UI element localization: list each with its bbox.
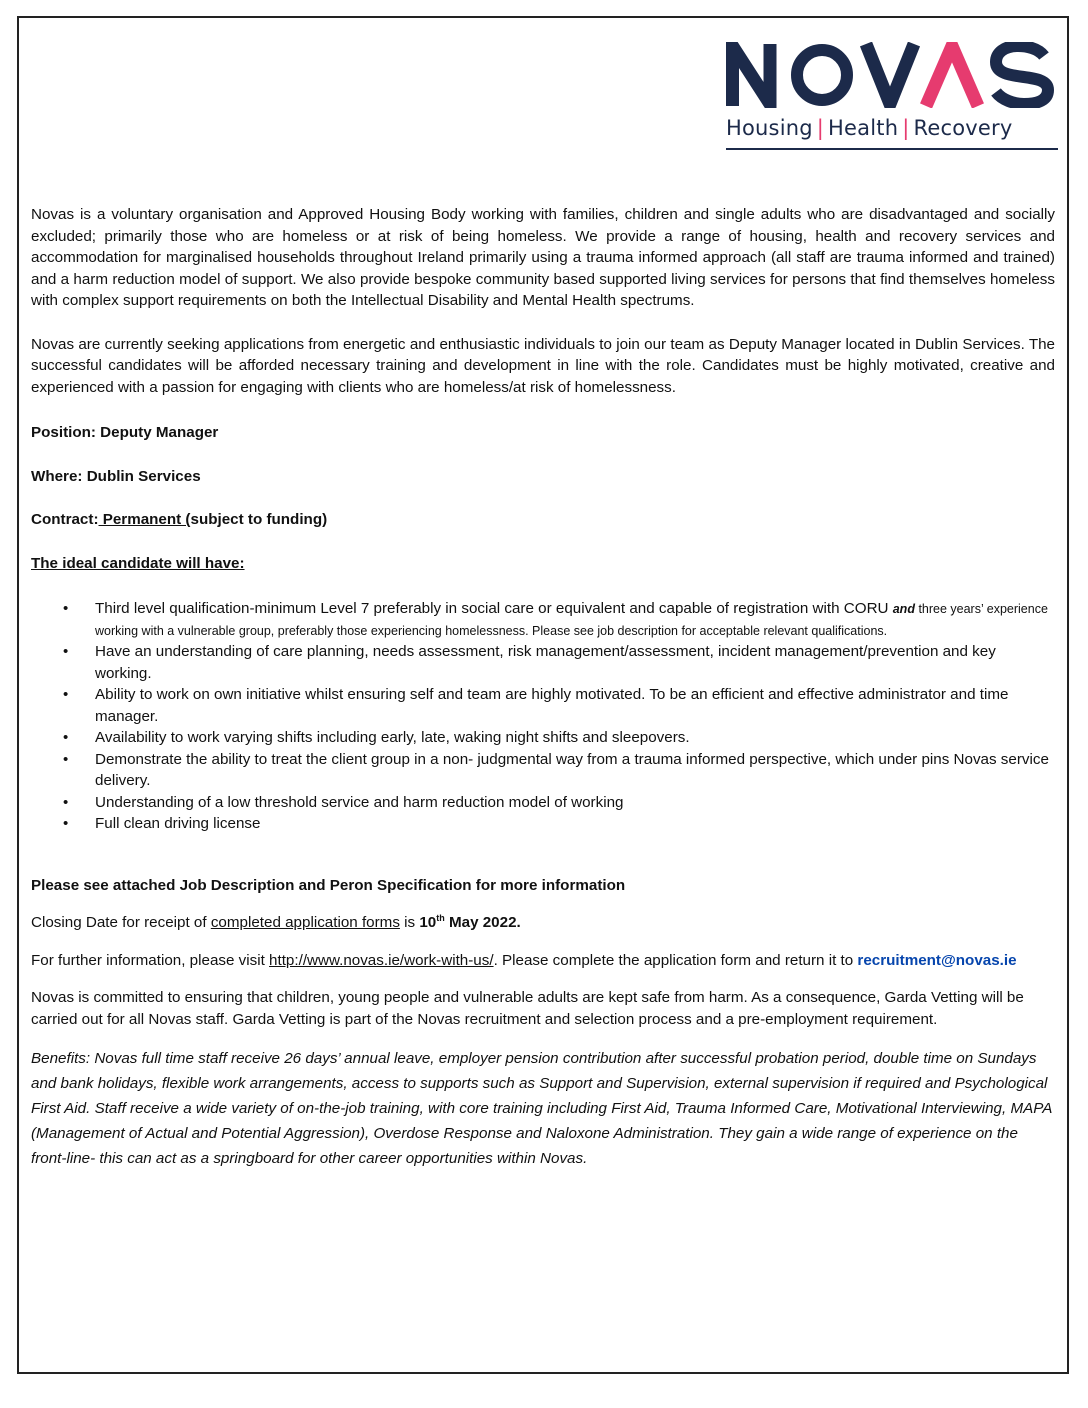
closing-middle: is [399, 914, 420, 931]
logo-underline [726, 148, 1058, 150]
intro-paragraph: Novas is a voluntary organisation and Approved Housing Body working with families, children and single adults who are disadvantaged and socially excluded; primarily those who are homeless or at risk of being homeless. We provide a range of housing, health and recovery services and accommodation for marginalised households throughout Ireland primarily using a trauma informed approach (all staff are trauma informed and trained) and a harm reduction model of support. We also provide bespoke community based supported living services for persons that find themselves homeless with complex support requirements on both the Intellectual Disability and Mental Health spectrums. [31, 206, 1055, 309]
where-line: Where: Dublin Services [31, 467, 201, 485]
further-info-paragraph [31, 950, 1055, 972]
closing-date-rest: May 2022. [444, 914, 521, 931]
bullet-icon: • [63, 600, 69, 617]
closing-sup: th [436, 912, 445, 923]
website-link[interactable]: http://www.novas.ie/work-with-us/ [269, 951, 494, 969]
list-item [31, 749, 1055, 792]
list-item [31, 598, 1055, 641]
closing-day: 10 [419, 914, 437, 931]
list-item [31, 792, 1055, 814]
further-middle: . Please complete the application form and return it to [493, 951, 858, 969]
bullet-icon: • [63, 643, 69, 660]
bullet-icon: • [63, 815, 69, 832]
tagline-recovery: Recovery [913, 116, 1013, 140]
tagline-health: Health [828, 116, 899, 140]
contract-line [31, 509, 1055, 531]
contract-value-rest: subject to funding) [190, 511, 328, 528]
position-line: Position: Deputy Manager [31, 424, 219, 441]
requirement-text: Understanding of a low threshold service and harm reduction model of working [95, 793, 624, 811]
contract-label: Contract: [31, 511, 99, 528]
further-prefix: For further information, please visit [31, 951, 270, 969]
req1-and: and [892, 602, 915, 616]
closing-prefix: Closing Date for receipt of [31, 914, 211, 931]
bullet-icon: • [63, 793, 69, 811]
requirements-list [31, 598, 1055, 835]
benefits-paragraph: Benefits: Novas full time staff receive 26 days’ annual leave, employer pension contribution after successful probation period, double time on Sundays and bank holidays, flexible work arrangements, access to supports such as Support and Supervision, external supervision if required and Psychological First Aid. Staff receive a wide variety of on-the-job training, with core training including First Aid, Trauma Informed Care, Motivational Interviewing, MAPA (Management of Actual and Potential Aggression), Overdose Response and Naloxone Administration. They gain a wide range of experience on the front-line- this can act as a springboard for other career opportunities within Novas. [31, 1050, 1052, 1167]
logo-tagline: Housing | Health | Recovery [726, 116, 1013, 140]
recruitment-email-link[interactable]: recruitment@novas.ie [857, 951, 1017, 969]
requirement-text: Availability to work varying shifts including early, late, waking night shifts and sleepovers. [95, 729, 690, 746]
requirement-text: Ability to work on own initiative whilst ensuring self and team are highly motivated. To be an efficient and effective administrator and time manager. [95, 686, 1009, 725]
contract-value-underlined: Permanent ( [98, 511, 191, 528]
requirement-text: Full clean driving license [95, 815, 261, 832]
list-item [31, 813, 1055, 835]
tagline-housing: Housing [726, 116, 813, 140]
safeguarding-paragraph: Novas is committed to ensuring that children, young people and vulnerable adults are kept safe from harm. As a consequence, Garda Vetting will be carried out for all Novas staff. Garda Vetting is part of the Novas recruitment and selection process and a pre-employment requirement. [31, 989, 1024, 1028]
list-item [31, 727, 1055, 749]
novas-wordmark [726, 42, 1058, 108]
list-item [31, 641, 1055, 684]
req1-part2: three years’ experience working with a vulnerable group, preferably those experiencing homelessness. Please see job description for acceptable relevant qualifications. [95, 602, 1048, 638]
seeking-paragraph: Novas are currently seeking applications from energetic and enthusiastic individuals to join our team as Deputy Manager located in Dublin Services. The successful candidates will be afforded necessary training and development in line with the role. Candidates must be highly motivated, creative and experienced with a passion for engaging with clients who are homeless/at risk of homelessness. [31, 335, 1055, 396]
see-attached-line: Please see attached Job Description and Peron Specification for more information [31, 876, 626, 894]
list-item [31, 684, 1055, 727]
ideal-candidate-heading: The ideal candidate will have: [31, 554, 245, 572]
document-body [31, 204, 1055, 1171]
bullet-icon: • [63, 750, 69, 768]
bullet-icon: • [63, 686, 69, 703]
req1-part1: Third level qualification-minimum Level 7 preferably in social care or equivalent and capable of registration with CORU [95, 600, 893, 617]
closing-underlined: completed application forms [210, 914, 400, 931]
requirement-text: Have an understanding of care planning, needs assessment, risk management/assessment, incident management/prevention and key working. [95, 643, 996, 682]
requirement-text: Demonstrate the ability to treat the client group in a non- judgmental way from a trauma informed perspective, which under pins Novas service delivery. [95, 750, 1049, 789]
novas-logo [726, 42, 1058, 150]
closing-date-line [31, 912, 1055, 934]
bullet-icon: • [63, 729, 69, 746]
